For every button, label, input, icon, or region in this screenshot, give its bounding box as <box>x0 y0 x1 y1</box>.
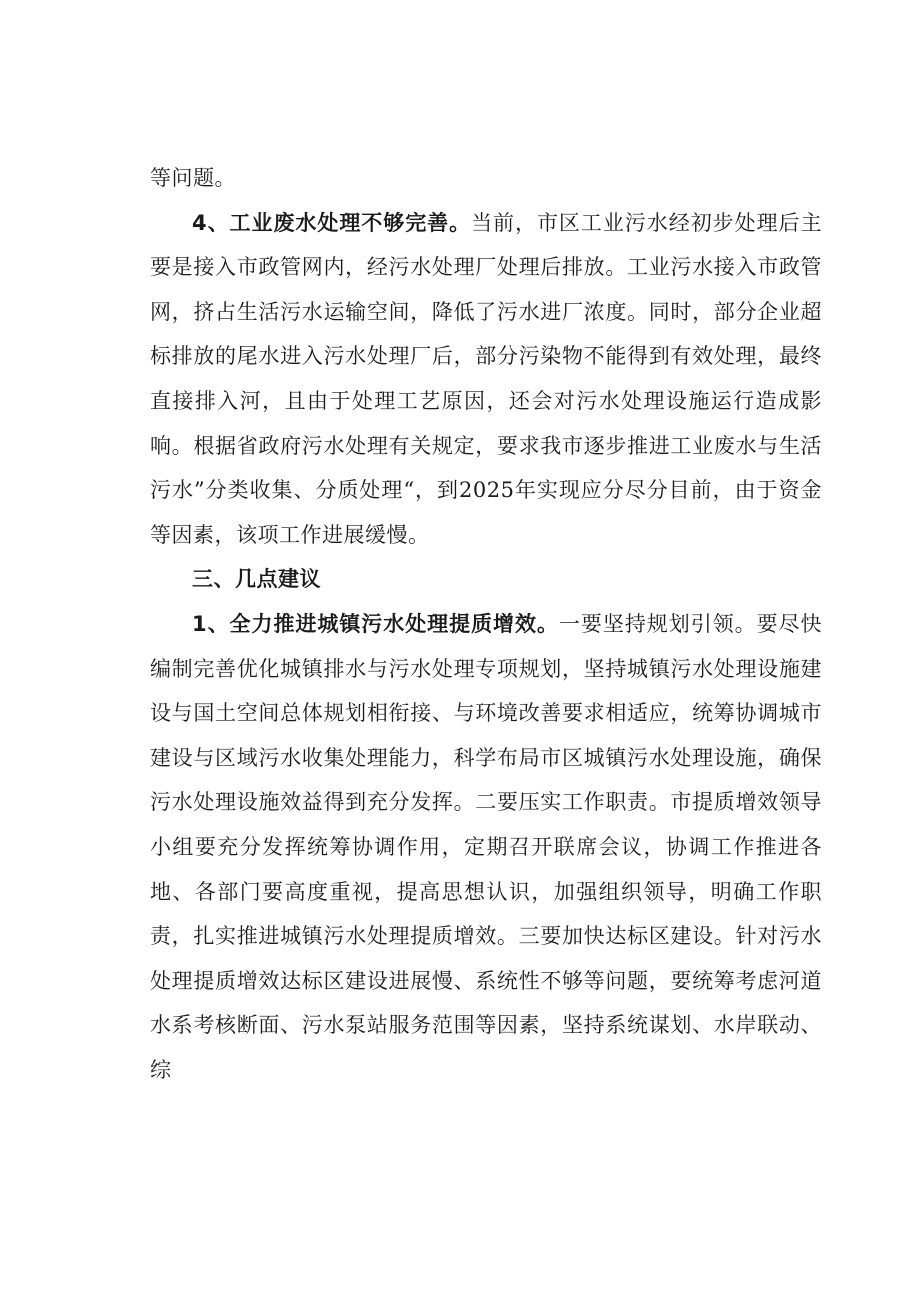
section-heading <box>150 557 822 602</box>
paragraph-text: 等问题。 <box>150 166 236 190</box>
paragraph-text: 一要坚持规划引领。要尽快编制完善优化城镇排水与污水处理专项规划，坚持城镇污水处理设施建设与国土空间总体规划相衔接、与环境改善要求相适应，统筹协调城市建设与区域污水收集处理能力，科学布局市区城镇污水处理设施，确保污水处理设施效益得到充分发挥。二要压实工作职责。市提质增效领导小组要充分发挥统筹协调作用，定期召开联席会议，协调工作推进各地、各部门要高度重视，提高思想认识，加强组织领导，明确工作职责，扎实推进城镇污水处理提质增效。三要加快达标区建设。针对污水处理提质增效达标区建设进展慢、系统性不够等问题，要统筹考虑河道水系考核断面、污水泵站服务范围等因素，坚持系统谋划、水岸联动、综 <box>150 611 822 1082</box>
paragraph-recommendation-1 <box>150 602 822 1093</box>
paragraph-heading: 4、工业废水处理不够完善。 <box>192 210 472 235</box>
paragraph-continuation <box>150 156 822 201</box>
paragraph-text: 当前，市区工业污水经初步处理后主要是接入市政管网内，经污水处理厂处理后排放。工业污水接入市政管网，挤占生活污水运输空间，降低了污水进厂浓度。同时，部分企业超标排放的尾水进入污水处理厂后，部分污染物不能得到有效处理，最终直接排入河，且由于处理工艺原因，还会对污水处理设施运行造成影响。根据省政府污水处理有关规定，要求我市逐步推进工业废水与生活污水”分类收集、分质处理“，到2025年实现应分尽分目前，由于资金等因素，该项工作进展缓慢。 <box>150 210 822 547</box>
paragraph-industrial-wastewater <box>150 201 822 558</box>
paragraph-heading: 1、全力推进城镇污水处理提质增效。 <box>192 611 559 636</box>
section-title: 三、几点建议 <box>192 567 321 592</box>
document-body <box>150 156 822 1092</box>
